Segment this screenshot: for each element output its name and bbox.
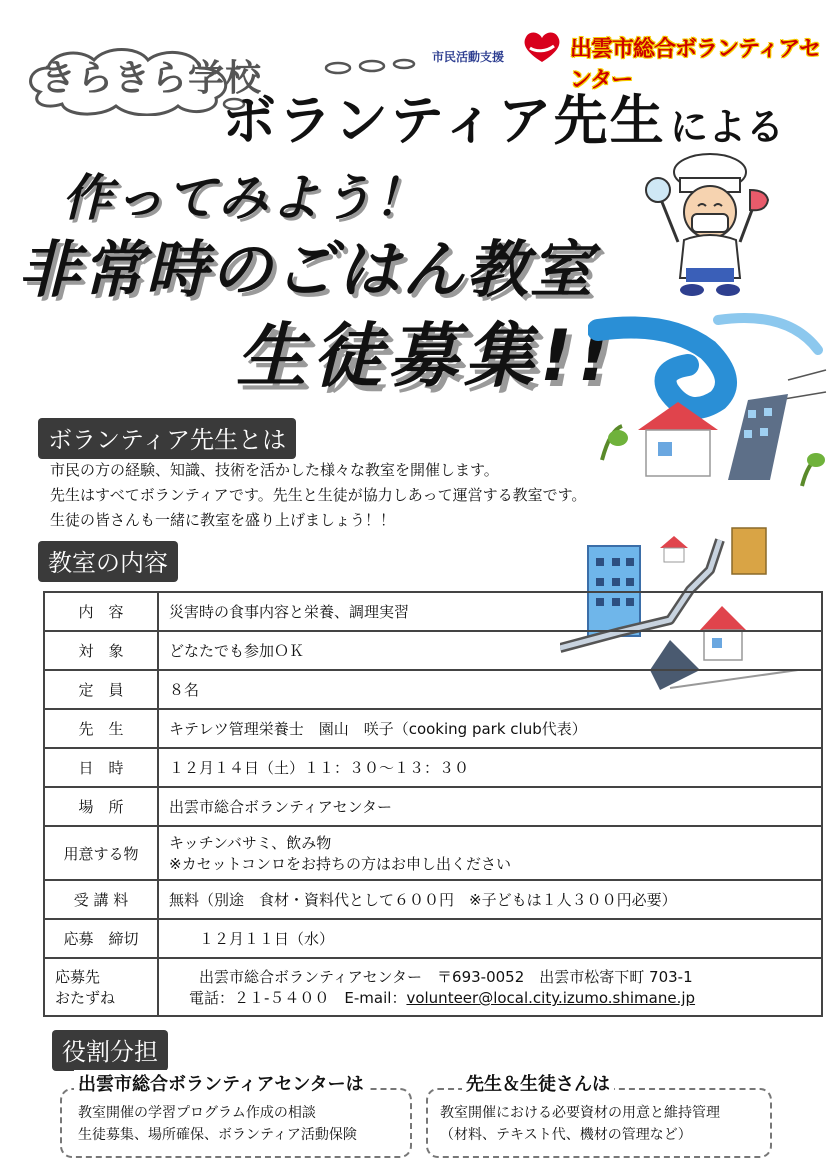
contact-key-line: 応募先 (55, 968, 101, 986)
role-line: （材料、テキスト代、機材の管理など） (440, 1127, 692, 1143)
typhoon-illustration-icon (588, 310, 828, 490)
row-key: 対 象 (44, 631, 158, 670)
row-value: 出雲市総合ボランティアセンター (158, 787, 822, 826)
row-value: キテレツ管理栄養士 園山 咲子（cooking park club代表） (158, 709, 822, 748)
role-line: 生徒募集、場所確保、ボランティア活動保険 (78, 1127, 357, 1143)
row-value (158, 826, 822, 880)
contact-address: 出雲市総合ボランティアセンター 〒693-0052 出雲市松寄下町 703-1 (199, 968, 693, 986)
heart-hand-logo-icon (522, 30, 562, 64)
role-center-text (78, 1102, 357, 1146)
about-text (50, 458, 586, 533)
class-info-table (43, 591, 823, 1017)
cloud-dots-icon (322, 58, 422, 78)
row-value-line: キッチンバサミ、飲み物 (169, 834, 332, 852)
support-label: 市民活動支援 (432, 50, 505, 64)
role-people-text (440, 1102, 720, 1146)
row-key: 用意する物 (44, 826, 158, 880)
row-key: 日 時 (44, 748, 158, 787)
contact-key-line: おたずね (55, 989, 116, 1007)
table-row (44, 592, 822, 631)
org-name: 出雲市総合ボランティアセンター (570, 37, 821, 93)
row-key (44, 958, 158, 1016)
table-row (44, 958, 822, 1016)
row-value: １２月１１日（水） (158, 919, 822, 958)
contact-email-link[interactable]: volunteer@local.city.izumo.shimane.jp (406, 989, 696, 1007)
role-people-title: 先生＆生徒さんは (462, 1070, 614, 1096)
roles-heading: 役割分担 (52, 1030, 168, 1071)
chef-illustration-icon (640, 150, 780, 300)
row-value-line: ※カセットコンロをお持ちの方はお申し出ください (169, 855, 511, 873)
contents-heading: 教室の内容 (38, 541, 178, 582)
table-row (44, 826, 822, 880)
row-key: 受 講 料 (44, 880, 158, 919)
row-key: 定 員 (44, 670, 158, 709)
contact-phone: 電話：２１-５４００ E-mail： (189, 989, 407, 1007)
table-row (44, 748, 822, 787)
row-value: どなたでも参加ＯＫ (158, 631, 822, 670)
contact-phone-line (169, 987, 811, 1008)
row-value: １２月１４日（土）１１：３０～１３：３０ (158, 748, 822, 787)
about-line: 先生はすべてボランティアです。先生と生徒が協力しあって運営する教室です。 (50, 486, 587, 504)
row-key: 応募 締切 (44, 919, 158, 958)
about-heading: ボランティア先生とは (38, 418, 296, 459)
cloud-label: きらきら学校 (40, 58, 263, 99)
about-line: 生徒の皆さんも一緒に教室を盛り上げましょう！！ (50, 511, 396, 529)
row-key: 内 容 (44, 592, 158, 631)
table-row (44, 880, 822, 919)
table-row (44, 919, 822, 958)
row-value: 災害時の食事内容と栄養、調理実習 (158, 592, 822, 631)
row-value: 無料（別途 食材・資料代として６００円 ※子どもは１人３００円必要） (158, 880, 822, 919)
row-value: ８名 (158, 670, 822, 709)
headline-line1: 作ってみよう！ (62, 169, 426, 227)
role-line: 教室開催における必要資材の用意と維持管理 (440, 1105, 720, 1121)
page-title-suffix: による (670, 105, 785, 149)
table-row (44, 787, 822, 826)
role-line: 教室開催の学習プログラム作成の相談 (78, 1105, 316, 1121)
contact-value (158, 958, 822, 1016)
table-row (44, 709, 822, 748)
role-center-title: 出雲市総合ボランティアセンターは (74, 1070, 368, 1096)
about-line: 市民の方の経験、知識、技術を活かした様々な教室を開催します。 (50, 461, 499, 479)
table-row (44, 670, 822, 709)
row-key: 先 生 (44, 709, 158, 748)
headline-line2: 非常時のごはん教室 (18, 233, 595, 306)
table-row (44, 631, 822, 670)
headline-line3: 生徒募集!! (236, 315, 616, 397)
row-key: 場 所 (44, 787, 158, 826)
page-title: ボランティア先生 (222, 89, 666, 152)
